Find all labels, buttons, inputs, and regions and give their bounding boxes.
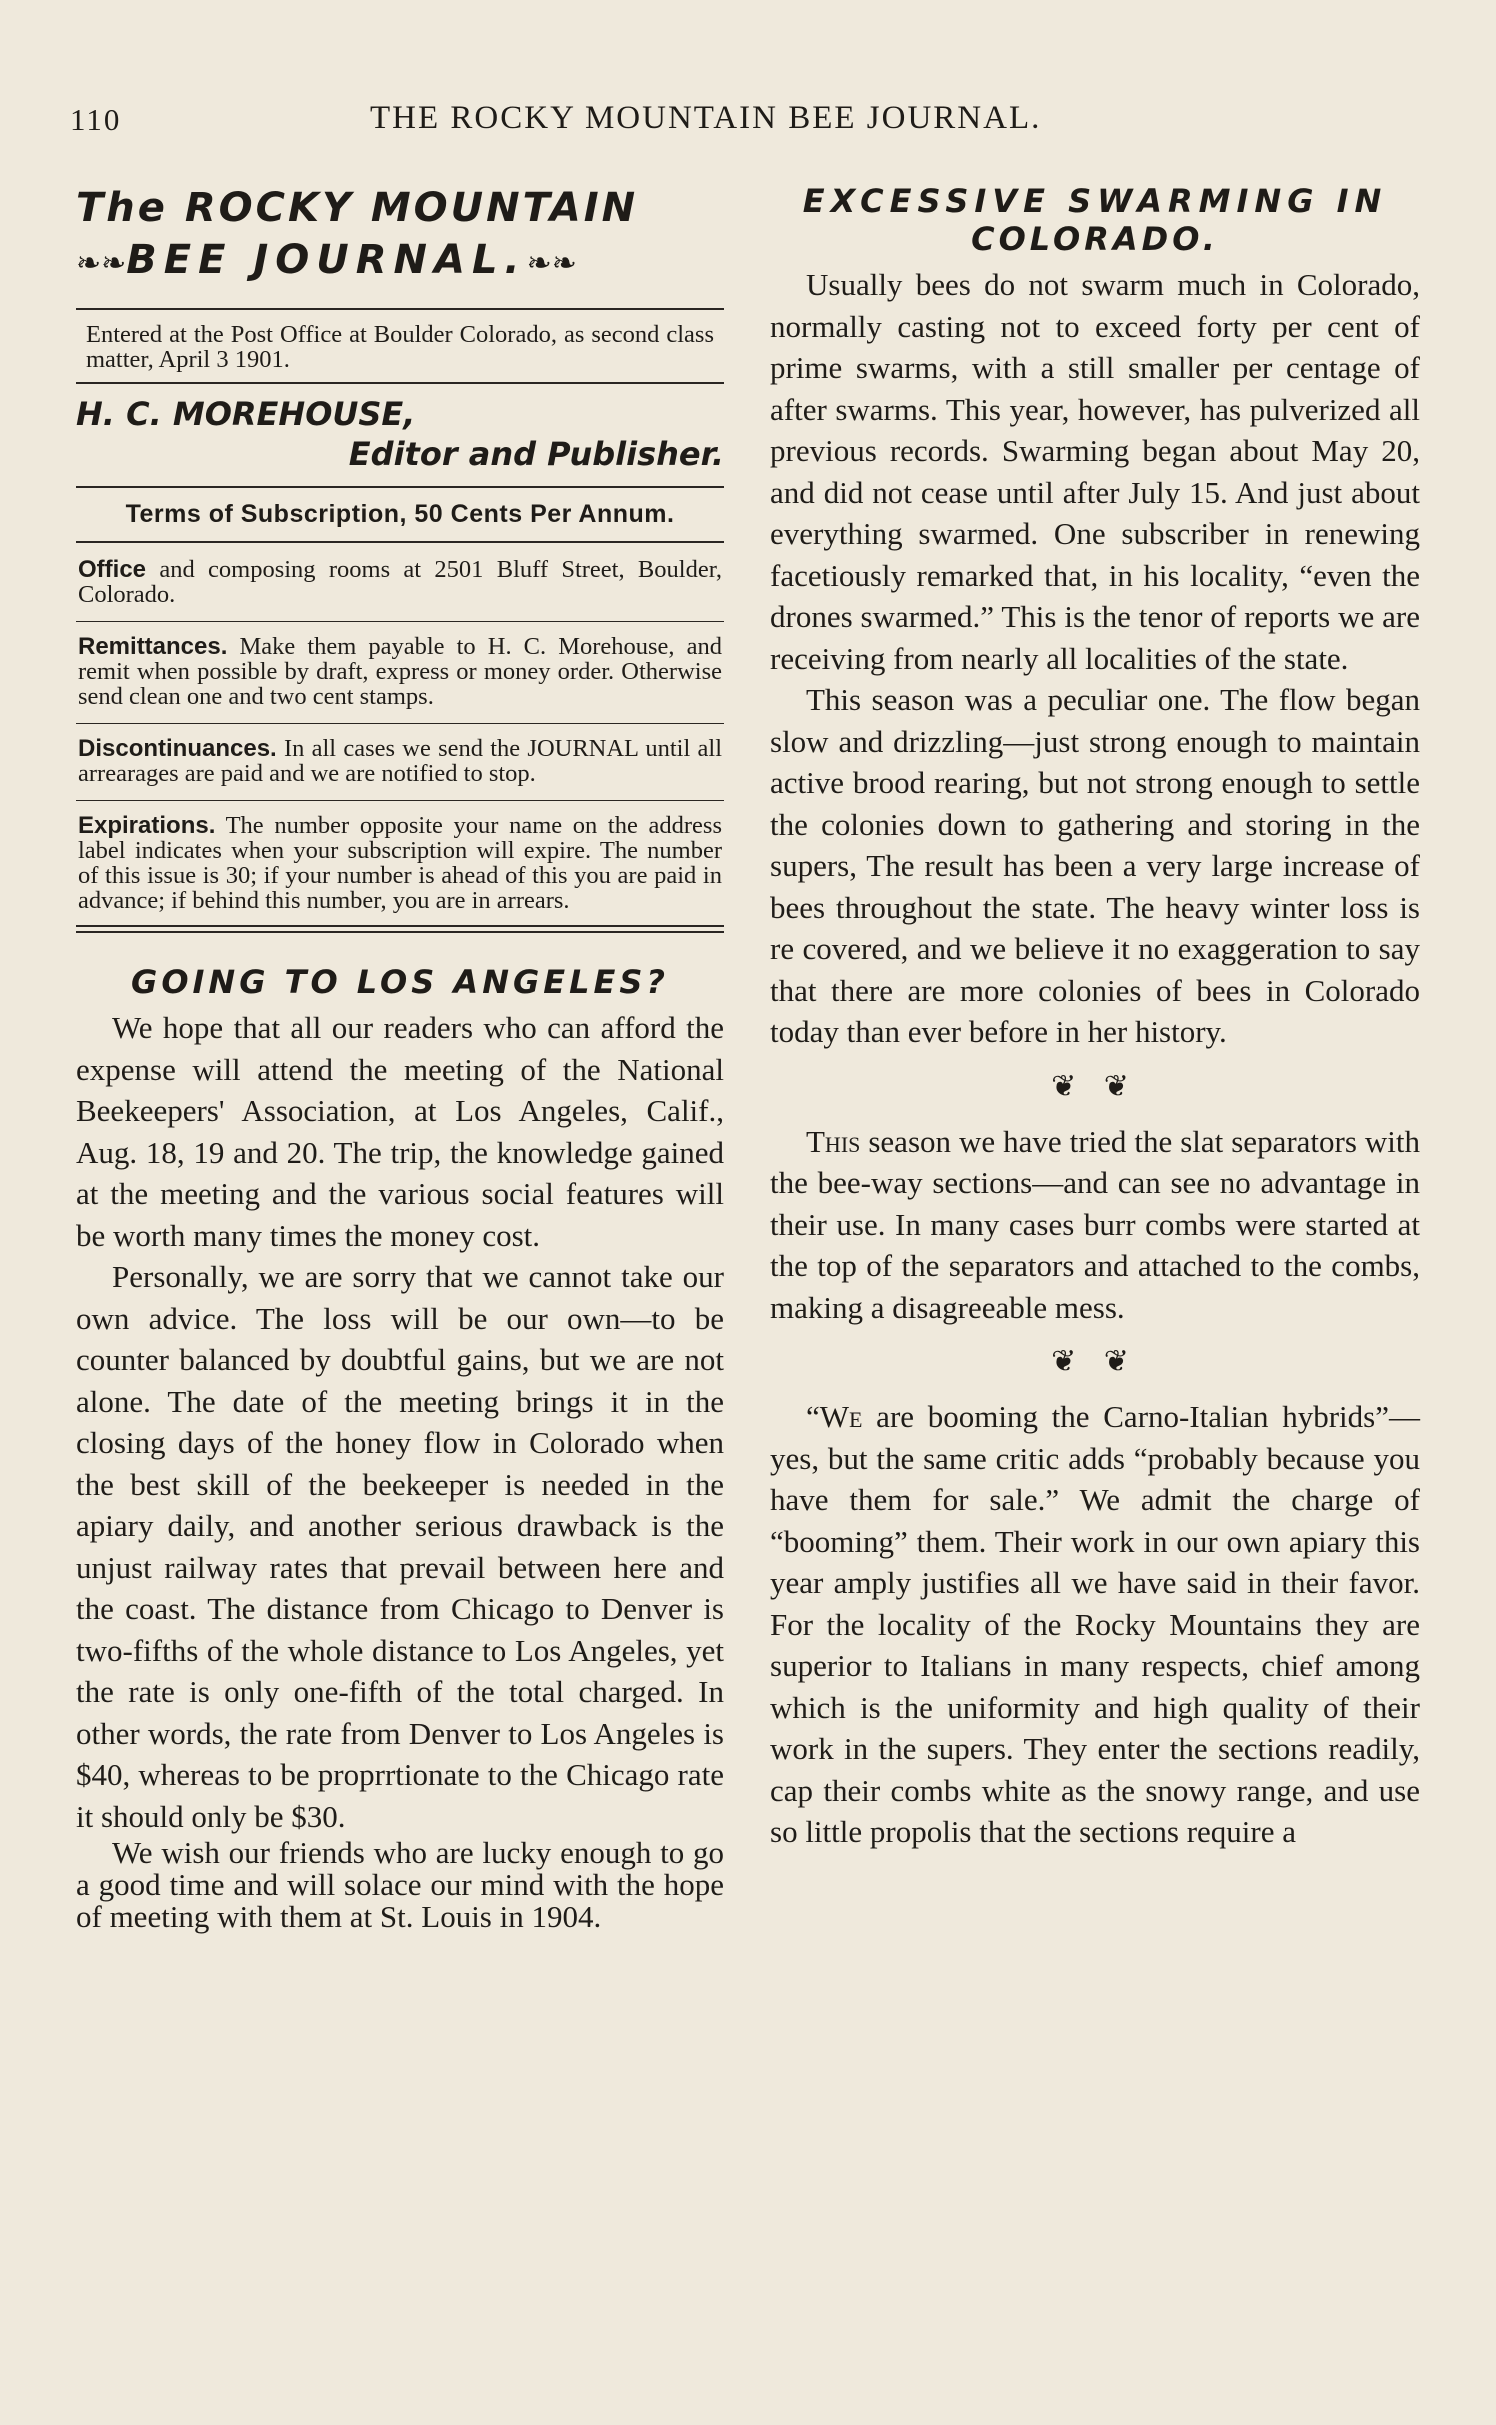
- notice-remittances: [78, 634, 722, 709]
- rule: [76, 541, 724, 543]
- notice-office: [78, 557, 722, 607]
- notice-text: In all cases we send the JOURNAL until all arrearages are paid and we are notified to stop.: [78, 735, 722, 787]
- note-text: season we have tried the slat separators with the bee-way sections—and can see no advantage in their use. In many cases burr combs were started at the top of the separators and attached to the combs, making a disagreeable mess.: [770, 1123, 1420, 1325]
- editor-role: Editor and Publisher.: [348, 435, 724, 473]
- article-paragraph: We wish our friends who are lucky enough to go a good time and will solace our mind with the hope of meeting with them at St. Louis in 1904.: [76, 1835, 724, 1934]
- subscription-terms: Terms of Subscription, 50 Cents Per Annum.: [125, 500, 675, 528]
- masthead-line2-text: BEE JOURNAL.: [126, 237, 527, 283]
- masthead-ornament-right: ❧❧: [526, 246, 577, 281]
- masthead-line1: The ROCKY MOUNTAIN: [76, 185, 639, 231]
- note-lead: This: [806, 1123, 861, 1159]
- editor-name: H. C. MOREHOUSE,: [76, 395, 416, 433]
- notice-discontinuances: [78, 736, 722, 786]
- article-la-title: GOING TO LOS ANGELES?: [131, 963, 669, 1001]
- editor-block: [76, 394, 724, 474]
- article-paragraph: We hope that all our readers who can afford the expense will attend the meeting of the National Beekeepers' Association, at Los Angeles, Calif., Aug. 18, 19 and 20. The trip, the knowledge gained at the meeting and the various social features will be worth many times the money cost.: [76, 1010, 724, 1253]
- article-swarm-title: [770, 182, 1420, 258]
- notice-text: Make them payable to H. C. Morehouse, and remit when possible by draft, express or money order. Otherwise send clean one and two cent stamps.: [78, 633, 722, 710]
- notice-label: Expirations.: [78, 812, 216, 839]
- right-column: [770, 182, 1420, 1853]
- article-paragraph: [770, 1396, 1420, 1853]
- section-ornament: ❦ ❦: [1051, 1069, 1139, 1103]
- notice-expirations: [78, 813, 722, 913]
- rule: [76, 382, 724, 384]
- note-lead: “We: [806, 1399, 863, 1434]
- double-rule: [76, 925, 724, 933]
- notice-label: Office: [78, 556, 147, 583]
- article-paragraph: Personally, we are sorry that we cannot take our own advice. The loss will be our own—to be counter balanced by doubtful gains, but we are not alone. The date of the meeting brings it in the closing days of the honey flow in Colorado when the best skill of the beekeeper is needed in the apiary daily, and another serious drawback is the unjust railway rates that prevail between here and the coast. The distance from Chicago to Denver is two-fifths of the whole distance to Los Angeles, yet the rate is only one-fifth of the total charged. In other words, the rate from Denver to Los Angeles is $40, whereas to be proprrtionate to the Chicago rate it should only be $30.: [76, 1259, 724, 1834]
- running-header: [70, 92, 1450, 142]
- rule: [76, 800, 724, 801]
- notice-label: Discontinuances.: [78, 735, 277, 762]
- article-la-body: [76, 1007, 724, 1837]
- note-text: are booming the Carno-Italian hybrids”—yes, but the same critic adds “probably because you have them for sale.” We admit the charge of “booming” them. Their work in our own apiary this year amply justifies all we have said in their favor. For the locality of the Rocky Mountains they are superior to Italians in many respects, chief among which is the uniformity and high quality of their work in the supers. They enter the sections readily, cap their combs white as the snowy range, and use so little propolis that the sections require a: [770, 1399, 1420, 1849]
- note-separators: [770, 1121, 1420, 1329]
- article-paragraph: [770, 1121, 1420, 1329]
- article-paragraph: Usually bees do not swarm much in Colorado, normally casting not to exceed forty per cent of prime swarms, with a still smaller per centage of after swarms. This year, however, has pulverized all previous records. Swarming began about May 20, and did not cease until after July 15. And just about everything swarmed. One subscriber in renewing facetiously remarked that, in his locality, “even the drones swarmed.” This is the tenor of reports we are receiving from nearly all localities of the state.: [770, 267, 1420, 676]
- page-number: 110: [70, 102, 122, 137]
- article-swarm-body: [770, 264, 1420, 1053]
- article-swarm-title-line2: COLORADO.: [971, 220, 1219, 258]
- left-column: [76, 182, 724, 1933]
- masthead-ornament-left: ❧❧: [76, 246, 127, 281]
- journal-running-title: THE ROCKY MOUNTAIN BEE JOURNAL.: [370, 100, 1042, 136]
- section-ornament: ❦ ❦: [1051, 1345, 1139, 1378]
- article-paragraph: This season was a peculiar one. The flow began slow and drizzling—just strong enough to maintain active brood rearing, but not strong enough to settle the colonies down to gathering and storing in the supers, The result has been a very large increase of bees throughout the state. The heavy winter loss is re covered, and we believe it no exaggeration to say that there are more colonies of bees in Colorado today than ever before in her history.: [770, 682, 1420, 1049]
- notice-label: Remittances.: [78, 633, 228, 660]
- rule: [76, 308, 724, 310]
- article-swarm-title-line1: EXCESSIVE SWARMING IN: [802, 182, 1388, 220]
- article-la-closing-block: [76, 1837, 724, 1933]
- masthead-line2: [76, 234, 724, 290]
- notice-text: and composing rooms at 2501 Bluff Street, Boulder, Colorado.: [78, 556, 722, 608]
- rule: [76, 723, 724, 724]
- rule: [76, 486, 724, 488]
- note-carno-italian: [770, 1396, 1420, 1853]
- notice-text: The number opposite your name on the address label indicates when your subscription will expire. The number of this issue is 30; if your number is ahead of this you are paid in advance; if behind this number, you are in arrears.: [78, 812, 722, 914]
- entry-notice: Entered at the Post Office at Boulder Colorado, as second class matter, April 3 1901.: [86, 321, 714, 373]
- masthead: [76, 182, 724, 290]
- rule: [76, 621, 724, 622]
